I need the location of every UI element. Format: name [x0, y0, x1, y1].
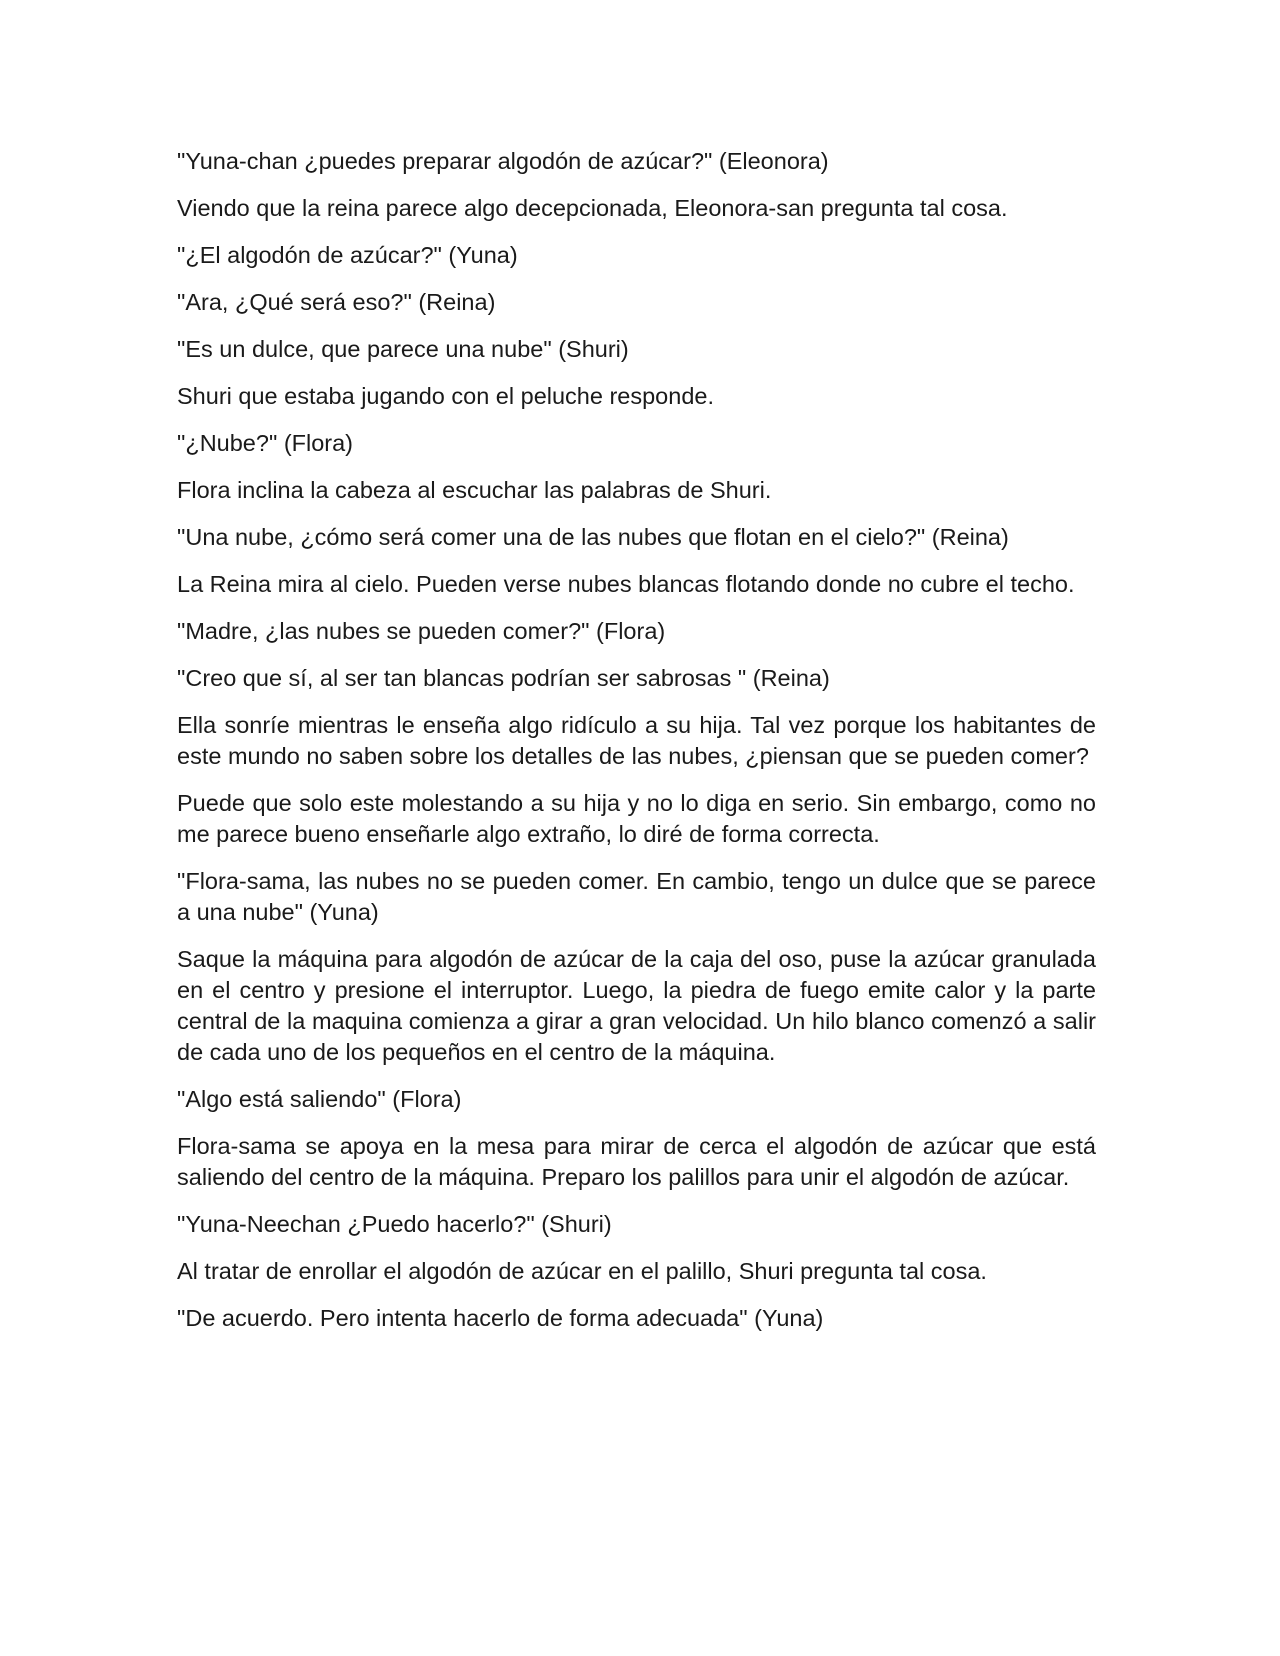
paragraph-19: "Yuna-Neechan ¿Puedo hacerlo?" (Shuri): [177, 1211, 612, 1237]
paragraph-15: "Flora-sama, las nubes no se pueden comer. En cambio, tengo un dulce que se parece a una nube" (Yuna): [177, 868, 1096, 925]
paragraph-11: "Madre, ¿las nubes se pueden comer?" (Flora): [177, 618, 666, 644]
paragraph-17: "Algo está saliendo" (Flora): [177, 1086, 462, 1112]
paragraph-4: "Ara, ¿Qué será eso?" (Reina): [177, 289, 496, 315]
paragraph-7: "¿Nube?" (Flora): [177, 430, 354, 456]
paragraph-8: Flora inclina la cabeza al escuchar las palabras de Shuri.: [177, 477, 772, 503]
paragraph-2: Viendo que la reina parece algo decepcionada, Eleonora-san pregunta tal cosa.: [177, 195, 1008, 221]
paragraph-12: "Creo que sí, al ser tan blancas podrían ser sabrosas " (Reina): [177, 665, 830, 691]
paragraph-18: Flora-sama se apoya en la mesa para mirar de cerca el algodón de azúcar que está saliendo del centro de la máquina. Preparo los palillos para unir el algodón de azúcar.: [177, 1133, 1096, 1190]
text-body: [177, 146, 1096, 1350]
paragraph-1: "Yuna-chan ¿puedes preparar algodón de azúcar?" (Eleonora): [177, 148, 829, 174]
paragraph-6: Shuri que estaba jugando con el peluche responde.: [177, 383, 714, 409]
paragraph-20: Al tratar de enrollar el algodón de azúcar en el palillo, Shuri pregunta tal cosa.: [177, 1258, 987, 1284]
paragraph-5: "Es un dulce, que parece una nube" (Shuri): [177, 336, 629, 362]
paragraph-14: Puede que solo este molestando a su hija y no lo diga en serio. Sin embargo, como no me parece bueno enseñarle algo extraño, lo diré de forma correcta.: [177, 790, 1096, 847]
paragraph-10: La Reina mira al cielo. Pueden verse nubes blancas flotando donde no cubre el techo.: [177, 571, 1075, 597]
paragraph-16: Saque la máquina para algodón de azúcar de la caja del oso, puse la azúcar granulada en el centro y presione el interruptor. Luego, la piedra de fuego emite calor y la parte central de la maquina comienza a girar a gran velocidad. Un hilo blanco comenzó a salir de cada uno de los pequeños en el centro de la máquina.: [177, 946, 1096, 1065]
paragraph-13: Ella sonríe mientras le enseña algo ridículo a su hija. Tal vez porque los habitantes de este mundo no saben sobre los detalles de las nubes, ¿piensan que se pueden comer?: [177, 712, 1096, 769]
paragraph-3: "¿El algodón de azúcar?" (Yuna): [177, 242, 518, 268]
paragraph-21: "De acuerdo. Pero intenta hacerlo de forma adecuada" (Yuna): [177, 1305, 824, 1331]
paragraph-9: "Una nube, ¿cómo será comer una de las nubes que flotan en el cielo?" (Reina): [177, 524, 1009, 550]
